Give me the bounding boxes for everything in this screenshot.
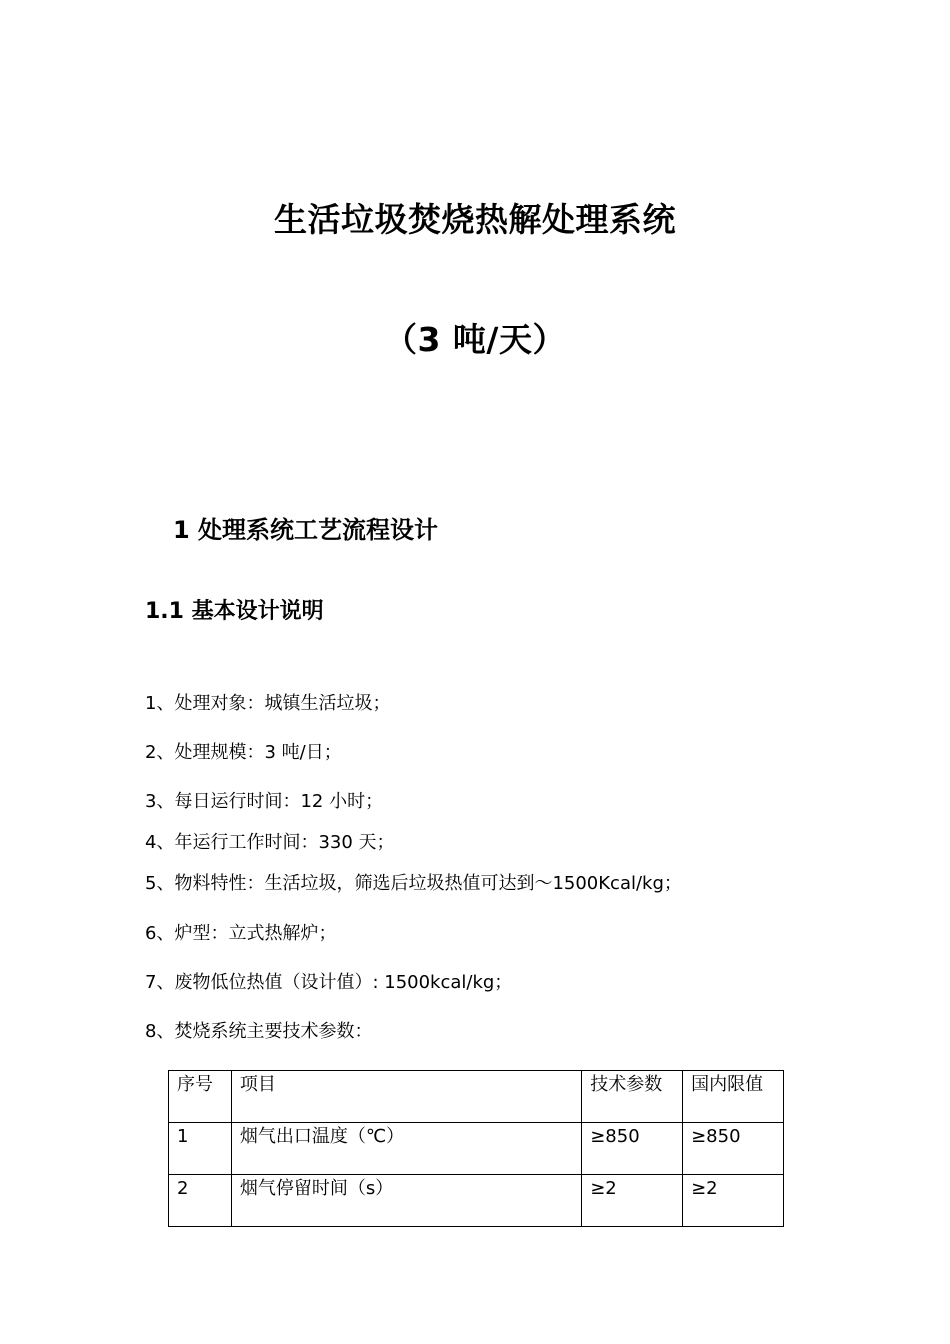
document-subtitle: （3 吨/天） [383, 320, 566, 359]
section-heading-1: 1 处理系统工艺流程设计 [173, 516, 439, 544]
table-cell: ≥2 [683, 1175, 784, 1227]
table-cell: 2 [169, 1175, 232, 1227]
list-item: 3、每日运行时间：12 小时； [145, 791, 384, 812]
technical-parameters-table [168, 1070, 784, 1227]
header-cell-tech-param: 技术参数 [582, 1071, 683, 1123]
table-cell: 1 [169, 1123, 232, 1175]
header-cell-item: 项目 [231, 1071, 581, 1123]
table-header-row [169, 1071, 784, 1123]
list-item: 4、年运行工作时间：330 天； [145, 832, 395, 853]
table-cell: ≥850 [582, 1123, 683, 1175]
table-cell: ≥2 [582, 1175, 683, 1227]
header-cell-index: 序号 [169, 1071, 232, 1123]
table-cell: ≥850 [683, 1123, 784, 1175]
header-cell-domestic-limit: 国内限值 [683, 1071, 784, 1123]
list-item: 6、炉型：立式热解炉； [145, 923, 337, 944]
table-cell: 烟气停留时间（s） [231, 1175, 581, 1227]
list-item: 2、处理规模：3 吨/日； [145, 742, 342, 763]
list-item: 7、废物低位热值（设计值）: 1500kcal/kg； [145, 972, 513, 993]
list-item: 5、物料特性：生活垃圾，筛选后垃圾热值可达到～1500Kcal/kg； [145, 873, 682, 894]
document-title: 生活垃圾焚烧热解处理系统 [274, 200, 676, 239]
table-cell: 烟气出口温度（℃） [231, 1123, 581, 1175]
table-row [169, 1175, 784, 1227]
table-row [169, 1123, 784, 1175]
section-heading-1-1: 1.1 基本设计说明 [145, 599, 324, 624]
list-item: 1、处理对象：城镇生活垃圾； [145, 693, 391, 714]
list-item: 8、焚烧系统主要技术参数： [145, 1021, 373, 1042]
